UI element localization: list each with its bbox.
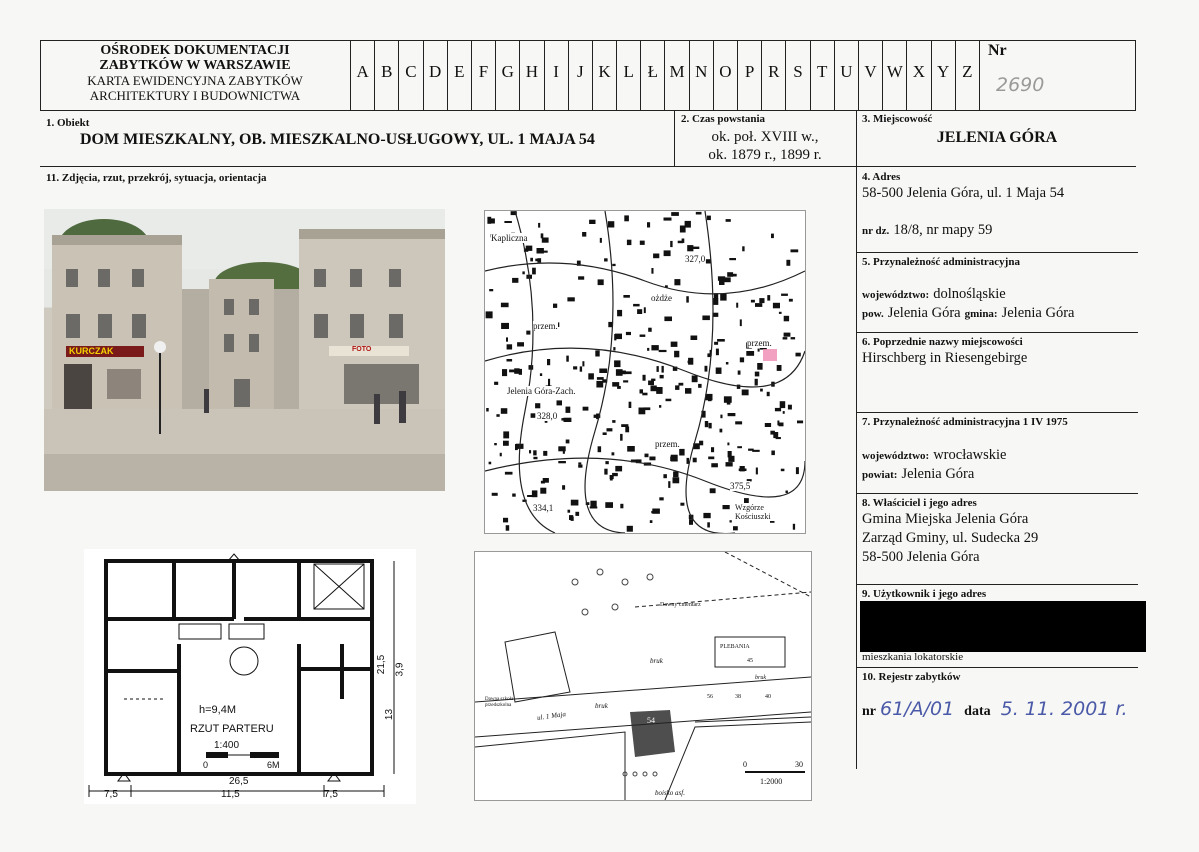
rejestr-nr-label: nr <box>862 704 876 719</box>
nr-dz-row <box>862 221 992 239</box>
letter-cell: X <box>907 40 931 111</box>
powiat-gmina-row <box>862 304 1074 322</box>
pow1975-label: powiat: <box>862 469 898 481</box>
site-label-56: 56 <box>707 694 713 700</box>
uzytkownik-value: mieszkania lokatorskie <box>862 651 964 663</box>
letter-cell: K <box>593 40 617 111</box>
site-label-38: 38 <box>735 694 741 700</box>
site-label-54: 54 <box>647 716 655 725</box>
letter-cell: T <box>811 40 835 111</box>
topo-label-9: 334,1 <box>533 503 554 513</box>
plan-dim-right: 7,5 <box>324 789 338 800</box>
plan-dim-mid: 11,5 <box>221 789 240 800</box>
site-label-street: ul. 1 Maja <box>536 710 567 722</box>
wlasciciel-line2: Zarząd Gminy, ul. Sudecka 29 <box>862 530 1039 546</box>
letter-cell: H <box>520 40 544 111</box>
powiat-label: pow. <box>862 308 884 320</box>
gmina-label: gmina: <box>964 308 998 320</box>
nr-label: Nr <box>988 42 1007 59</box>
letter-cell: V <box>859 40 883 111</box>
pow1975-row <box>862 465 974 483</box>
wlasciciel-label: 8. Właściciel i jego adres <box>862 497 977 509</box>
nr-dz-label: nr dz. <box>862 225 890 237</box>
letter-cell: R <box>762 40 786 111</box>
divider <box>856 111 857 769</box>
nr-dz-value: 18/8, nr mapy 59 <box>893 222 993 238</box>
topo-label-6: 328,0 <box>537 411 558 421</box>
letter-cell: M <box>665 40 689 111</box>
site-label-cmentarz: Dawny cmentarz <box>660 602 701 608</box>
org-line4: ARCHITEKTURY I BUDOWNICTWA <box>89 88 301 103</box>
issuer-block <box>40 40 351 111</box>
poprzednie-value: Hirschberg in Riesengebirge <box>862 350 1028 366</box>
gmina-value: Jelenia Góra <box>1001 305 1075 321</box>
topo-label-3: przem. <box>533 321 558 331</box>
czas-line2: ok. 1879 r., 1899 r. <box>708 147 822 163</box>
letter-cell: P <box>738 40 762 111</box>
topographic-map <box>484 210 806 534</box>
czas-line1: ok. poł. XVIII w., <box>711 129 819 145</box>
site-label-scale30: 30 <box>795 760 803 769</box>
rejestr-label: 10. Rejestr zabytków <box>862 671 961 683</box>
rejestr-data-value: 5. 11. 2001 r. <box>1000 698 1128 720</box>
divider <box>856 252 1138 253</box>
divider <box>856 332 1138 333</box>
site-label-scale0: 0 <box>743 760 747 769</box>
letter-cell: F <box>472 40 496 111</box>
shop-sign-2: FOTO <box>352 346 372 353</box>
letter-cell: W <box>883 40 907 111</box>
letter-cell: B <box>375 40 399 111</box>
letter-cell: L <box>617 40 641 111</box>
letter-cell: I <box>545 40 569 111</box>
letter-cell: Z <box>956 40 980 111</box>
wlasciciel-line3: 58-500 Jelenia Góra <box>862 549 980 565</box>
pow1975-value: Jelenia Góra <box>901 466 975 482</box>
divider <box>856 493 1138 494</box>
site-label-bruk2: bruk <box>650 657 663 665</box>
plan-dim-total: 26,5 <box>229 776 249 787</box>
topo-label-2: 327,0 <box>685 254 706 264</box>
site-label-boisko: boisko asf. <box>655 789 685 797</box>
org-line1: OŚRODEK DOKUMENTACJI <box>100 43 290 58</box>
org-line2: ZABYTKÓW W WARSZAWIE <box>99 58 291 73</box>
obiekt-label: 1. Obiekt <box>46 117 90 129</box>
wojewodztwo-row <box>862 285 1006 303</box>
divider <box>856 667 1138 668</box>
miejscowosc-label: 3. Miejscowość <box>862 113 933 125</box>
topo-label-1: Kaplicznа <box>491 233 528 243</box>
plan-height: h=9,4M <box>199 704 236 716</box>
site-label-bruk3: bruk <box>755 675 766 681</box>
topo-label-7: przem. <box>655 439 680 449</box>
building-photo <box>44 209 445 491</box>
wojewodztwo-value: dolnośląskie <box>933 286 1006 302</box>
plan-scale: 1:400 <box>214 740 240 751</box>
poprzednie-label: 6. Poprzednie nazwy miejscowości <box>862 336 1023 348</box>
topo-label-5: Jelenia Góra-Zach. <box>507 386 576 396</box>
obiekt-value: DOM MIESZKALNY, OB. MIESZKALNO-USŁUGOWY, UL. 1 MAJA 54 <box>80 131 595 148</box>
plan-dim-side2: 3,9 <box>394 662 406 677</box>
woj1975-label: województwo: <box>862 450 930 462</box>
floor-plan <box>84 549 416 804</box>
wojewodztwo-label: województwo: <box>862 289 930 301</box>
site-label-szkola: Dawna szkoła przedszkolna <box>485 697 514 708</box>
plan-title: RZUT PARTERU <box>190 723 274 735</box>
adres-value: 58-500 Jelenia Góra, ul. 1 Maja 54 <box>862 185 1065 201</box>
plan-scale-start: 0 <box>203 760 209 770</box>
przynaleznosc1975-label: 7. Przynależność administracyjna 1 IV 1975 <box>862 416 1068 428</box>
woj1975-row <box>862 446 1006 464</box>
letter-cell: A <box>351 40 375 111</box>
site-label-scale: 1:2000 <box>760 777 783 786</box>
rejestr-row <box>862 698 1128 720</box>
rejestr-nr-value: 61/A/01 <box>880 698 955 720</box>
powiat-value: Jelenia Góra <box>887 305 961 321</box>
letter-cell: C <box>399 40 423 111</box>
divider <box>856 412 1138 413</box>
site-label-40: 40 <box>765 694 771 700</box>
letter-index <box>351 40 980 111</box>
czas-label: 2. Czas powstania <box>681 113 766 125</box>
letter-cell: E <box>448 40 472 111</box>
plan-scale-end: 6M <box>267 760 280 770</box>
plan-dim-left: 7,5 <box>104 789 118 800</box>
letter-cell: U <box>835 40 859 111</box>
redaction-bar <box>860 601 1146 652</box>
shop-sign-1: KURCZAK <box>69 346 114 356</box>
divider <box>856 584 1138 585</box>
topo-label-8: 375,5 <box>730 481 751 491</box>
letter-cell: D <box>424 40 448 111</box>
letter-cell: G <box>496 40 520 111</box>
letter-cell: Y <box>932 40 956 111</box>
adres-label: 4. Adres <box>862 171 901 183</box>
divider <box>40 166 1136 167</box>
letter-cell: N <box>690 40 714 111</box>
wlasciciel-line1: Gmina Miejska Jelenia Góra <box>862 511 1029 527</box>
przynaleznosc-label: 5. Przynależność administracyjna <box>862 256 1020 268</box>
topo-label-4: przem. <box>747 338 772 348</box>
nr-value: 2690 <box>996 74 1045 96</box>
site-label-45: 45 <box>747 658 753 664</box>
miejscowosc-value: JELENIA GÓRA <box>936 129 1058 146</box>
site-label-bruk1: bruk <box>595 702 608 710</box>
letter-cell: S <box>786 40 810 111</box>
topo-label-10: Wzgórze Kościuszki <box>735 503 790 521</box>
site-label-plebania: PLEBANIA <box>720 644 750 650</box>
woj1975-value: wrocławskie <box>933 447 1007 463</box>
topo-label-11: ożdże <box>651 293 672 303</box>
rejestr-data-label: data <box>964 704 991 719</box>
letter-cell: J <box>569 40 593 111</box>
plan-dim-side: 21,5 <box>376 654 388 675</box>
org-line3: KARTA EWIDENCYJNA ZABYTKÓW <box>87 73 303 88</box>
letter-cell: O <box>714 40 738 111</box>
plan-dim-side3: 13 <box>384 708 396 721</box>
uzytkownik-label: 9. Użytkownik i jego adres <box>862 588 987 600</box>
zdjecia-label: 11. Zdjęcia, rzut, przekrój, sytuacja, orientacja <box>46 172 267 184</box>
site-map <box>474 551 812 801</box>
letter-cell: Ł <box>641 40 665 111</box>
